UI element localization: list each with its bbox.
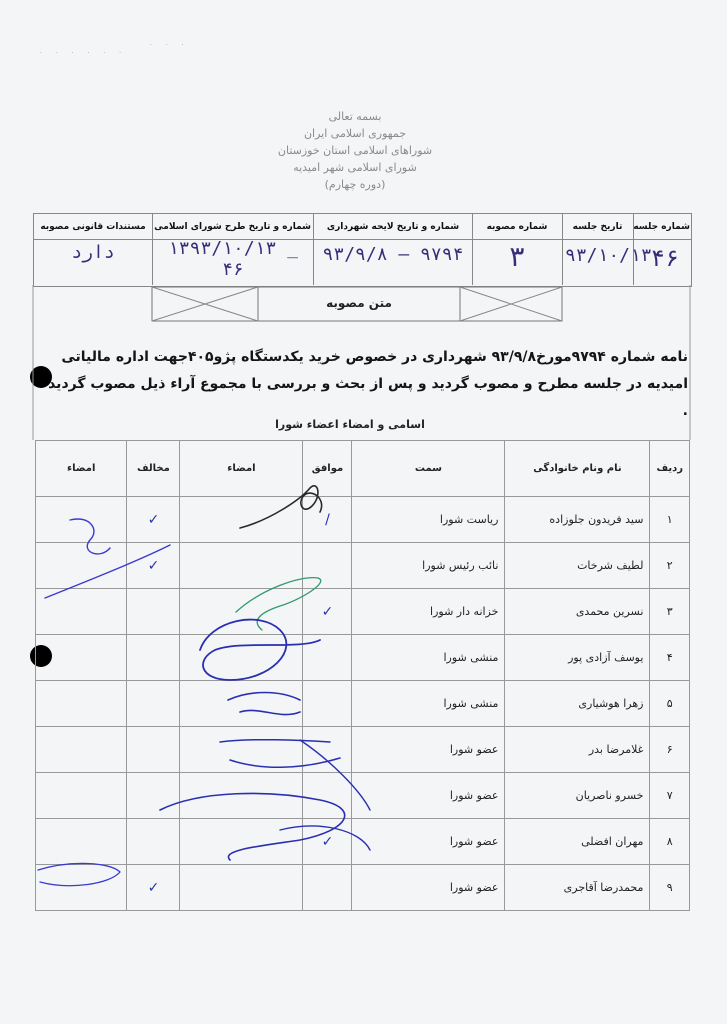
member-name: نسرین محمدی bbox=[505, 589, 650, 635]
member-disagree-mark bbox=[127, 773, 180, 819]
member-row bbox=[36, 819, 690, 865]
member-disagree-signature bbox=[36, 497, 127, 543]
member-row-number: ۱ bbox=[650, 497, 690, 543]
member-agree-mark bbox=[303, 543, 352, 589]
member-agree-signature bbox=[180, 865, 303, 911]
member-disagree-mark bbox=[127, 635, 180, 681]
member-agree-signature bbox=[180, 497, 303, 543]
member-row-number: ۷ bbox=[650, 773, 690, 819]
session-date-header: تاریخ جلسه bbox=[572, 222, 623, 232]
member-disagree-mark bbox=[127, 681, 180, 727]
member-agree-signature bbox=[180, 543, 303, 589]
member-row bbox=[36, 635, 690, 681]
col-agree-signature: امضاء bbox=[180, 441, 303, 497]
header-line: بسمه تعالی bbox=[328, 110, 382, 123]
member-name: یوسف آزادی پور bbox=[505, 635, 650, 681]
member-disagree-signature bbox=[36, 819, 127, 865]
plan-header: شماره و تاریخ طرح شورای اسلامی bbox=[154, 222, 311, 232]
member-row-number: ۸ bbox=[650, 819, 690, 865]
member-agree-mark bbox=[303, 681, 352, 727]
member-disagree-signature bbox=[36, 635, 127, 681]
member-role: عضو شورا bbox=[352, 773, 505, 819]
member-name: زهرا هوشیاری bbox=[505, 681, 650, 727]
resolution-number-header: شماره مصوبه bbox=[486, 222, 548, 232]
member-agree-mark: ✓ bbox=[303, 589, 352, 635]
member-disagree-signature bbox=[36, 773, 127, 819]
member-role: نائب رئیس شورا bbox=[352, 543, 505, 589]
member-agree-mark bbox=[303, 727, 352, 773]
col-disagree-signature: امضاء bbox=[36, 441, 127, 497]
member-agree-mark bbox=[303, 773, 352, 819]
member-role: عضو شورا bbox=[352, 727, 505, 773]
col-disagree: مخالف bbox=[127, 441, 180, 497]
header-line: شورای اسلامی شهر امیدیه bbox=[293, 161, 417, 174]
member-role: عضو شورا bbox=[352, 819, 505, 865]
members-table bbox=[35, 440, 690, 911]
member-agree-mark: / bbox=[303, 497, 352, 543]
member-row bbox=[36, 865, 690, 911]
member-row-number: ۴ bbox=[650, 635, 690, 681]
member-name: لطیف شرخات bbox=[505, 543, 650, 589]
members-header-row bbox=[36, 441, 690, 497]
member-role: عضو شورا bbox=[352, 865, 505, 911]
resolution-number-value: ۳ bbox=[508, 240, 526, 273]
members-title: اسامی و امضاء اعضاء شورا bbox=[275, 418, 425, 431]
member-disagree-signature bbox=[36, 681, 127, 727]
member-row bbox=[36, 497, 690, 543]
member-agree-signature bbox=[180, 635, 303, 681]
bill-value: ۹۳/۹/۸ — ۹۷۹۴ bbox=[322, 244, 464, 265]
header-line: جمهوری اسلامی ایران bbox=[303, 127, 407, 140]
member-agree-mark: ✓ bbox=[303, 819, 352, 865]
member-agree-signature bbox=[180, 773, 303, 819]
col-row-number: ردیف bbox=[650, 441, 690, 497]
col-agree: موافق bbox=[303, 441, 352, 497]
legal-header: مستندات قانونی مصوبه bbox=[40, 222, 146, 232]
plan-value: ۱۳۹۳/۱۰/۱۳ _ ۴۶ bbox=[167, 238, 299, 280]
member-row bbox=[36, 589, 690, 635]
member-disagree-mark bbox=[127, 727, 180, 773]
header-line: (دوره چهارم) bbox=[324, 178, 386, 191]
member-agree-signature bbox=[180, 819, 303, 865]
col-name: نام ونام خانوادگی bbox=[505, 441, 650, 497]
member-role: خزانه دار شورا bbox=[352, 589, 505, 635]
member-agree-signature bbox=[180, 681, 303, 727]
member-agree-signature bbox=[180, 589, 303, 635]
member-role: منشی شورا bbox=[352, 681, 505, 727]
member-disagree-signature bbox=[36, 589, 127, 635]
member-name: سید فریدون جلوزاده bbox=[505, 497, 650, 543]
resolution-text: نامه شماره ۹۷۹۴مورخ۹۳/۹/۸ شهرداری در خصوص خرید یکدستگاه پژو۴۰۵جهت اداره مالیاتی امیدیه در جلسه مطرح و مصوب گردید و پس از بحث و بررسی با مجموع آراء ذیل مصوب گردید . bbox=[48, 349, 688, 419]
member-disagree-signature bbox=[36, 865, 127, 911]
member-row bbox=[36, 727, 690, 773]
member-role: منشی شورا bbox=[352, 635, 505, 681]
member-disagree-mark bbox=[127, 819, 180, 865]
member-row-number: ۹ bbox=[650, 865, 690, 911]
member-disagree-mark: ✓ bbox=[127, 865, 180, 911]
member-agree-signature bbox=[180, 727, 303, 773]
bill-header: شماره و تاریخ لایحه شهرداری bbox=[326, 222, 460, 232]
member-row-number: ۳ bbox=[650, 589, 690, 635]
session-number-header: شماره جلسه bbox=[633, 222, 690, 232]
member-agree-mark bbox=[303, 635, 352, 681]
member-agree-mark bbox=[303, 865, 352, 911]
member-disagree-signature bbox=[36, 727, 127, 773]
member-row bbox=[36, 543, 690, 589]
session-date-value: ۹۳/۱۰/۱۳ bbox=[565, 245, 652, 266]
session-number-value: ۴۶ bbox=[650, 244, 680, 272]
member-row-number: ۶ bbox=[650, 727, 690, 773]
member-disagree-mark: ✓ bbox=[127, 497, 180, 543]
header-line: شوراهای اسلامی استان خوزستان bbox=[277, 144, 433, 157]
scan-dots: . . . bbox=[150, 40, 190, 47]
member-disagree-mark: ✓ bbox=[127, 543, 180, 589]
member-role: ریاست شورا bbox=[352, 497, 505, 543]
member-name: غلامرضا بدر bbox=[505, 727, 650, 773]
legal-value: دارد bbox=[71, 242, 115, 263]
member-row bbox=[36, 773, 690, 819]
col-role: سمت bbox=[352, 441, 505, 497]
member-name: خسرو ناصریان bbox=[505, 773, 650, 819]
member-disagree-signature bbox=[36, 543, 127, 589]
member-row-number: ۵ bbox=[650, 681, 690, 727]
member-disagree-mark bbox=[127, 589, 180, 635]
member-row bbox=[36, 681, 690, 727]
member-row-number: ۲ bbox=[650, 543, 690, 589]
member-name: مهران افضلی bbox=[505, 819, 650, 865]
letterhead bbox=[230, 108, 480, 193]
scan-dots: . . . . . . bbox=[40, 48, 127, 55]
member-name: محمدرضا آقاجری bbox=[505, 865, 650, 911]
resolution-title: متن مصوبه bbox=[326, 296, 392, 310]
